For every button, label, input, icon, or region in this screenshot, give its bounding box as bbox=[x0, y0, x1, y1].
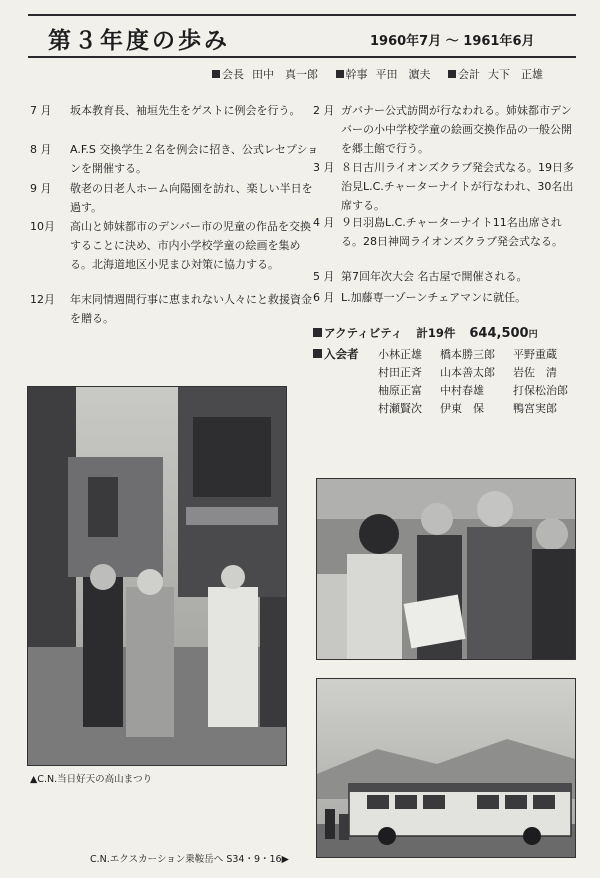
officer-name: 田中 真一郎 bbox=[252, 68, 318, 81]
square-bullet-icon bbox=[313, 328, 322, 337]
excursion-photo-image bbox=[317, 679, 575, 857]
event-month: 9 月 bbox=[30, 182, 52, 195]
festival-photo-image bbox=[28, 387, 286, 765]
event-text: 坂本教育長、袖垣先生をゲストに例会を行う。 bbox=[70, 104, 301, 117]
member-name: 中村春雄 bbox=[440, 384, 484, 397]
event-text: 敬老の日老人ホーム向陽園を訪れ、楽しい半日を過す。 bbox=[70, 182, 313, 214]
member-name: 打保松治郎 bbox=[513, 384, 568, 397]
member-name: 岩佐 清 bbox=[513, 366, 557, 379]
event-month: 4 月 bbox=[313, 216, 335, 229]
new-members-label: 入会者 bbox=[324, 347, 359, 361]
event-month: 5 月 bbox=[313, 270, 335, 283]
event-text: L.加藤専一ゾーンチェアマンに就任。 bbox=[341, 291, 527, 304]
event-text: ガバナー公式訪問が行なわれる。姉妹都市デンバーの小中学校学童の絵画交換作品の一般公開を郷土館で行う。 bbox=[341, 104, 572, 155]
member-name: 橋本勝三郎 bbox=[440, 348, 495, 361]
event-text: 第7回年次大会 名古屋で開催される。 bbox=[341, 270, 528, 283]
member-name: 平野重蔵 bbox=[513, 348, 557, 361]
activity-count: 計19件 bbox=[416, 326, 456, 340]
officer-role: 幹事 bbox=[345, 68, 368, 81]
officer-role: 会長 bbox=[222, 68, 244, 81]
member-name: 伊東 保 bbox=[440, 402, 484, 415]
member-name: 小林正雄 bbox=[378, 348, 422, 361]
member-name: 柚原正富 bbox=[378, 384, 422, 397]
event-month: 6 月 bbox=[313, 291, 335, 304]
event-text: ８日古川ライオンズクラブ発会式なる。19日多治見L.C.チャーターナイトが行なわれ、30名出席する。 bbox=[341, 161, 575, 212]
event-month: 10月 bbox=[30, 220, 55, 233]
activity-summary bbox=[313, 325, 538, 341]
activity-label: アクティビティ bbox=[324, 326, 403, 340]
event-text: ９日羽島L.C.チャーターナイト11名出席される。28日神岡ライオンズクラブ発会式なる。 bbox=[341, 216, 564, 248]
event-month: 7 月 bbox=[30, 104, 52, 117]
square-bullet-icon bbox=[336, 70, 344, 78]
top-rule bbox=[28, 14, 576, 16]
title-rule bbox=[28, 56, 576, 58]
activity-unit: 円 bbox=[528, 330, 538, 340]
event-text: 高山と姉妹都市のデンバー市の児童の作品を交換することに決め、市内小学校学童の絵画を集める。北海道地区小児まひ対策に協力する。 bbox=[70, 220, 312, 271]
members-photo-image bbox=[317, 479, 575, 659]
square-bullet-icon bbox=[313, 349, 322, 358]
new-members-heading bbox=[313, 346, 359, 362]
officer-name: 大下 正雄 bbox=[488, 68, 543, 81]
square-bullet-icon bbox=[448, 70, 456, 78]
member-name: 鴨宮実郎 bbox=[513, 402, 557, 415]
page-title: 第３年度の歩み bbox=[48, 28, 230, 54]
member-name: 山本善太郎 bbox=[440, 366, 495, 379]
festival-photo-caption: ▲C.N.当日好天の高山まつり bbox=[30, 774, 153, 785]
member-name: 村田正斉 bbox=[378, 366, 422, 379]
officer-role: 会計 bbox=[458, 68, 480, 81]
event-text: A.F.S 交換学生２名を例会に招き、公式レセプションを開催する。 bbox=[70, 143, 319, 175]
event-month: 8 月 bbox=[30, 143, 52, 156]
officer-name: 平田 濵夫 bbox=[375, 68, 431, 81]
fiscal-period: 1960年7月 〜 1961年6月 bbox=[370, 34, 535, 49]
excursion-photo-caption: C.N.エクスカーション乗鞍岳へ S34・9・16▶ bbox=[90, 854, 289, 865]
event-month: 2 月 bbox=[313, 104, 335, 117]
activity-amount: 644,500 bbox=[469, 326, 529, 341]
event-text: 年末同情週間行事に恵まれない人々にと救援資金を贈る。 bbox=[70, 293, 312, 325]
event-month: 12月 bbox=[30, 293, 55, 306]
excursion-photo bbox=[316, 678, 576, 858]
event-month: 3 月 bbox=[313, 161, 335, 174]
members-photo bbox=[316, 478, 576, 660]
square-bullet-icon bbox=[212, 70, 220, 78]
member-name: 村瀬賢次 bbox=[378, 402, 422, 415]
festival-photo bbox=[27, 386, 287, 766]
officers-line bbox=[212, 66, 543, 82]
